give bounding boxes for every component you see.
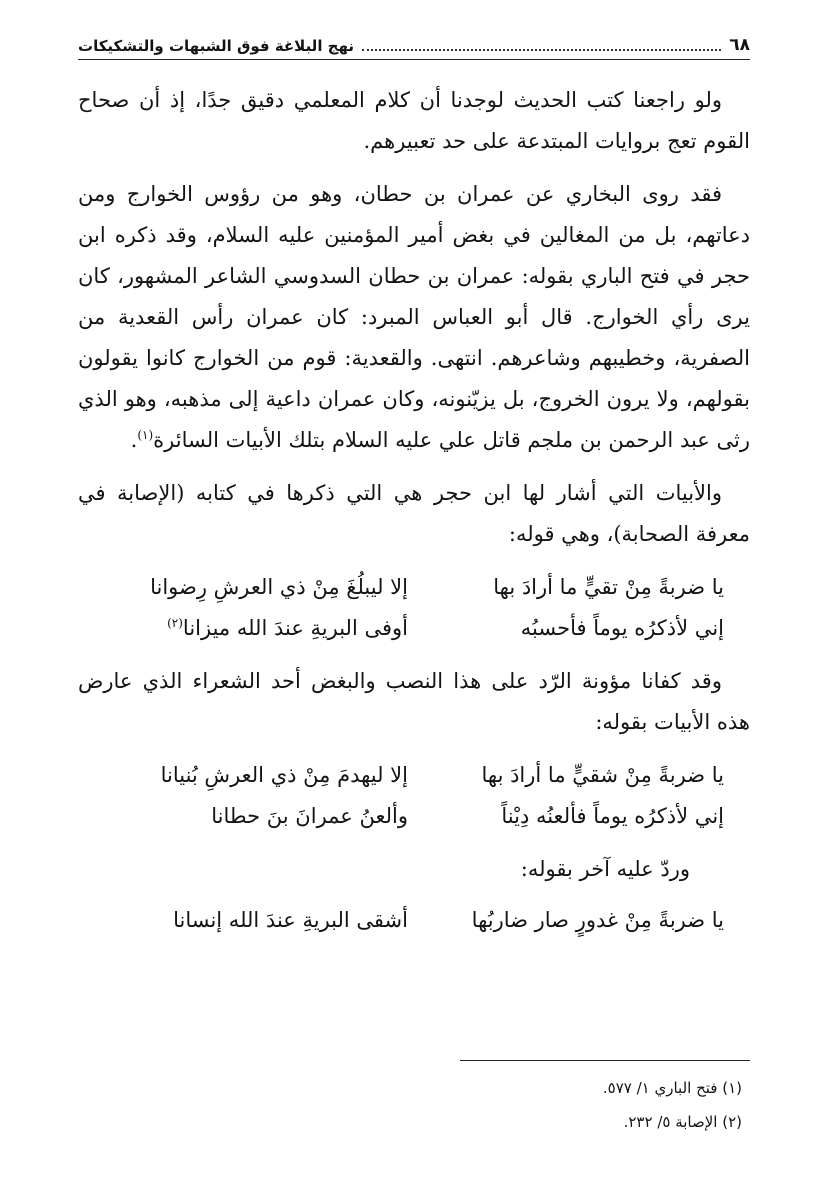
- verse: [78, 796, 750, 837]
- first-hemistich: إني لأذكرُه يوماً فأحسبُه: [520, 616, 724, 640]
- verse: [78, 900, 750, 941]
- header-leader-dots: [362, 49, 721, 51]
- paragraph-text: فقد روى البخاري عن عمران بن حطان، وهو من رؤوس الخوارج ومن دعاتهم، بل من المغالين في بغض أمير المؤمنين عليه السلام، وقد ذكره ابن حجر في فتح الباري بقوله: عمران بن حطان السدوسي الشاعر المشهور، كان يرى رأي الخوارج. قال أبو العباس المبرد: كان عمران رأس القعدية من الصفرية، وخطيبهم وشاعرهم. انتهى. والقعدية: قوم من الخوارج كانوا يقولون بقولهم، ولا يرون الخروج، بل يزيّنونه، وكان عمران داعية إلى مذهبه، وهو الذي رثى عبد الرحمن بن ملجم قاتل علي عليه السلام بتلك الأبيات السائرة: [78, 182, 750, 452]
- running-title: نهج البلاغة فوق الشبهات والتشكيكات: [78, 37, 355, 55]
- second-hemistich: وألعنُ عمرانَ بنَ حطانا: [211, 804, 408, 828]
- page-number: ٦٨: [729, 35, 750, 55]
- first-hemistich: يا ضربةً مِنْ شقيٍّ ما أرادَ بها: [481, 763, 724, 787]
- poem: [78, 755, 750, 837]
- page-header: [78, 30, 750, 60]
- paragraph: ولو راجعنا كتب الحديث لوجدنا أن كلام المعلمي دقيق جدًا، إذ أن صحاح القوم تعج بروايات المبتدعة على حد تعبيرهم.: [78, 88, 750, 153]
- paragraph-end: .: [130, 428, 138, 452]
- second-hemistich: أشقى البريةِ عندَ الله إنسانا: [173, 908, 408, 932]
- paragraph: والأبيات التي أشار لها ابن حجر هي التي ذكرها في كتابه (الإصابة في معرفة الصحابة)، وهي قوله:: [78, 481, 750, 546]
- footnote: (٢) الإصابة ٥/ ٢٣٢.: [623, 1113, 742, 1131]
- first-hemistich: يا ضربةً مِنْ تقيٍّ ما أرادَ بها: [493, 575, 724, 599]
- main-text: [78, 80, 750, 953]
- footnote-marker: (١): [137, 428, 154, 442]
- footnote-marker: (٢): [167, 616, 183, 630]
- paragraph: [78, 174, 750, 461]
- poem: [78, 567, 750, 649]
- footnote: (١) فتح الباري ١/ ٥٧٧.: [602, 1079, 742, 1097]
- first-hemistich: إني لأذكرُه يوماً فألعنُه دِيْناً: [501, 804, 724, 828]
- first-hemistich: يا ضربةً مِنْ غدورٍ صار ضاربُها: [471, 908, 724, 932]
- poem: [78, 900, 750, 941]
- verse: [78, 567, 750, 608]
- reply-intro: وردّ عليه آخر بقوله:: [520, 857, 690, 881]
- footnotes: [78, 1060, 750, 1139]
- verse: [78, 755, 750, 796]
- paragraph: وقد كفانا مؤونة الرّد على هذا النصب والبغض أحد الشعراء الذي عارض هذه الأبيات بقوله:: [78, 669, 750, 734]
- second-hemistich: إلا ليهدمَ مِنْ ذي العرشِ بُنيانا: [160, 763, 408, 787]
- verse: [78, 608, 750, 649]
- second-hemistich: [78, 608, 408, 649]
- footnote-separator: [460, 1060, 750, 1061]
- second-hemistich: إلا ليبلُغَ مِنْ ذي العرشِ رِضوانا: [150, 575, 408, 599]
- hemistich-text: أوفى البريةِ عندَ الله ميزانا: [182, 616, 408, 640]
